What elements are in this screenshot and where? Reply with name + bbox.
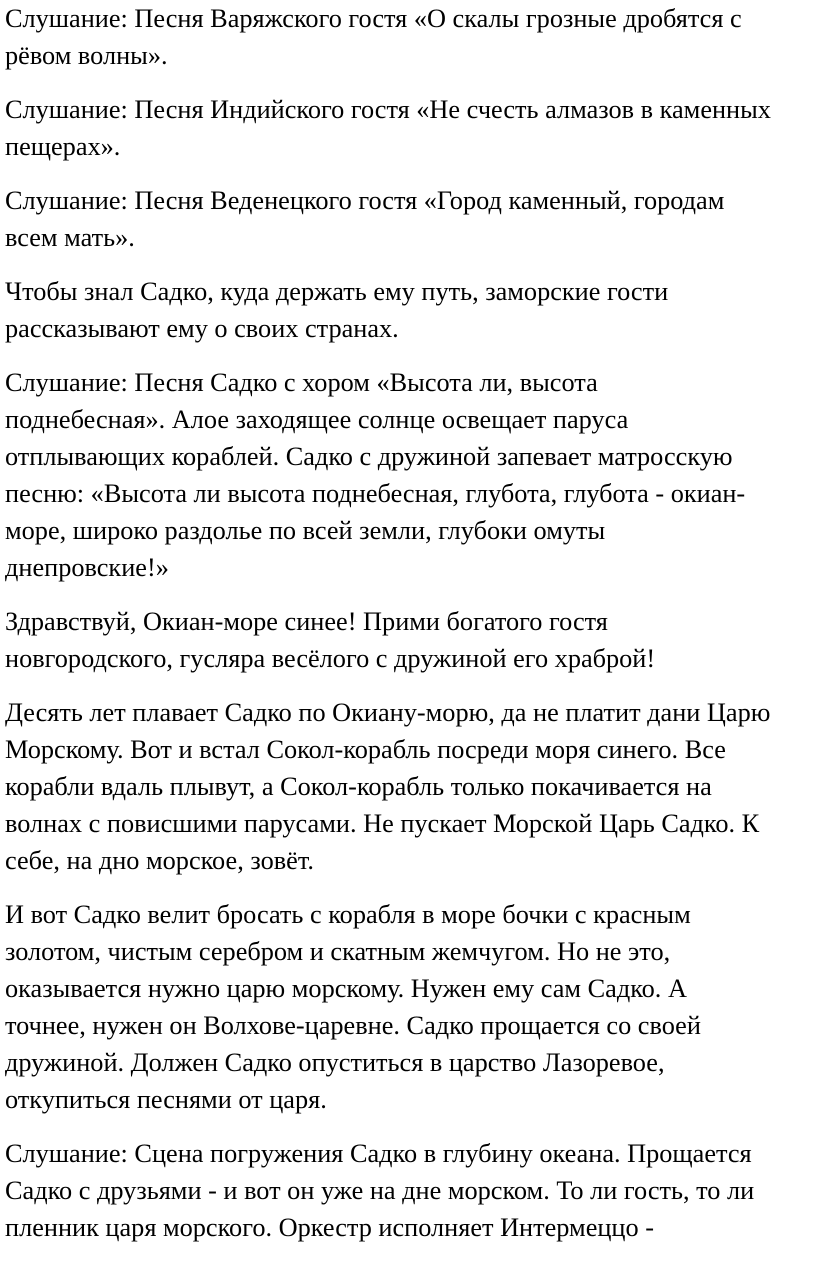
text-line: поднебесная». Алое заходящее солнце освещает паруса (5, 405, 629, 434)
paragraph (5, 896, 816, 1118)
paragraph-gap (5, 165, 816, 182)
paragraph (5, 0, 816, 74)
text-line: Чтобы знал Садко, куда держать ему путь, заморские гости (5, 277, 669, 306)
paragraph (5, 273, 816, 347)
paragraph-gap (5, 586, 816, 603)
paragraph (5, 91, 816, 165)
text-line: золотом, чистым серебром и скатным жемчугом. Но не это, (5, 937, 671, 966)
text-line: Садко с друзьями - и вот он уже на дне морском. То ли гость, то ли (5, 1176, 755, 1205)
text-line: оказывается нужно царю морскому. Нужен ему сам Садко. А (5, 974, 687, 1003)
text-line: днепровские!» (5, 553, 169, 582)
text-line: всем мать». (5, 223, 135, 252)
text-line: волнах с повисшими парусами. Не пускает Морской Царь Садко. К (5, 809, 760, 838)
text-line: Слушание: Сцена погружения Садко в глубину океана. Прощается (5, 1139, 752, 1168)
paragraph (5, 364, 816, 586)
text-line: себе, на дно морское, зовёт. (5, 846, 314, 875)
paragraph-gap (5, 1118, 816, 1135)
text-line: пещерах». (5, 132, 121, 161)
paragraph (5, 1135, 816, 1246)
text-line: Слушание: Песня Варяжского гостя «О скалы грозные дробятся с (5, 4, 742, 33)
text-line: отплывающих кораблей. Садко с дружиной запевает матросскую (5, 442, 733, 471)
text-line: Здравствуй, Окиан-море синее! Прими богатого гостя (5, 607, 608, 636)
text-line: дружиной. Должен Садко опуститься в царство Лазоревое, (5, 1048, 665, 1077)
text-line: корабли вдаль плывут, а Сокол-корабль только покачивается на (5, 772, 712, 801)
paragraph (5, 182, 816, 256)
text-line: Десять лет плавает Садко по Окиану-морю, да не платит дани Царю (5, 698, 771, 727)
paragraph-gap (5, 347, 816, 364)
text-line: новгородского, гусляра весёлого с дружиной его храброй! (5, 644, 656, 673)
text-line: Морскому. Вот и встал Сокол-корабль посреди моря синего. Все (5, 735, 726, 764)
paragraph (5, 603, 816, 677)
text-line: откупиться песнями от царя. (5, 1085, 327, 1114)
text-line: Слушание: Песня Веденецкого гостя «Город каменный, городам (5, 186, 725, 215)
text-line: пленник царя морского. Оркестр исполняет Интермеццо - (5, 1213, 654, 1242)
text-line: Слушание: Песня Индийского гостя «Не счесть алмазов в каменных (5, 95, 771, 124)
text-line: песню: «Высота ли высота поднебесная, глубота, глубота - окиан- (5, 479, 746, 508)
text-line: точнее, нужен он Волхове-царевне. Садко прощается со своей (5, 1011, 701, 1040)
paragraph-gap (5, 74, 816, 91)
paragraph-gap (5, 677, 816, 694)
text-line: рассказывают ему о своих странах. (5, 314, 399, 343)
paragraph (5, 694, 816, 879)
paragraph-gap (5, 256, 816, 273)
text-line: И вот Садко велит бросать с корабля в море бочки с красным (5, 900, 691, 929)
text-line: море, широко раздолье по всей земли, глубоки омуты (5, 516, 606, 545)
text-line: рёвом волны». (5, 41, 168, 70)
text-line: Слушание: Песня Садко с хором «Высота ли, высота (5, 368, 598, 397)
paragraph-gap (5, 879, 816, 896)
